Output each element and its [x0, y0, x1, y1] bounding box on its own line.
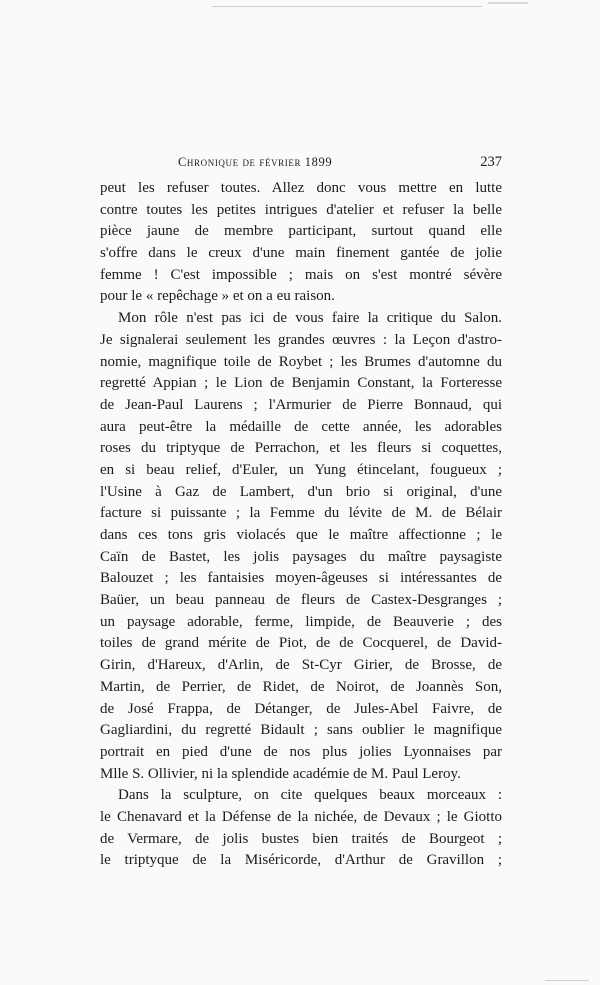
page-edge-mark [545, 980, 589, 981]
text-line: regretté Appian ; le Lion de Benjamin Constant, la Forteresse [100, 375, 502, 392]
text-line: un paysage adorable, ferme, limpide, de Beauverie ; des [100, 613, 502, 630]
text-line: femme ! C'est impossible ; mais on s'est montré sévère [100, 266, 502, 283]
running-head-title: Chronique de février 1899 [178, 155, 333, 169]
text-line: pièce jaune de membre participant, surtout quand elle [100, 223, 502, 240]
text-line: de José Frappa, de Détanger, de Jules-Abel Faivre, de [100, 700, 502, 717]
text-line: l'Usine à Gaz de Lambert, d'un brio si original, d'une [100, 483, 502, 500]
text-line: Caïn de Bastet, les jolis paysages du maître paysagiste [100, 548, 502, 565]
page-edge-mark [212, 6, 482, 7]
running-head [100, 155, 502, 177]
text-line: s'offre dans le creux d'une main finement gantée de jolie [100, 245, 502, 262]
text-line: dans ces tons gris violacés que le maître affectionne ; le [100, 527, 502, 543]
text-line: Gagliardini, du regretté Bidault ; sans oublier le magnifique [100, 722, 502, 739]
text-line: pour le « repêchage » et on a eu raison. [100, 288, 335, 305]
text-line: en si beau relief, d'Euler, un Yung étincelant, fougueux ; [100, 461, 502, 478]
body-text [100, 178, 502, 872]
text-line: roses du triptyque de Perrachon, et les fleurs si coquettes, [100, 440, 502, 457]
text-line: aura peut-être la médaille de cette année, les adorables [100, 418, 502, 435]
text-line: Baüer, un beau panneau de fleurs de Castex-Desgranges ; [100, 592, 502, 609]
text-line: toiles de grand mérite de Piot, de de Cocquerel, de David- [100, 635, 502, 652]
page-number: 237 [480, 154, 502, 170]
text-line: peut les refuser toutes. Allez donc vous mettre en lutte [100, 180, 502, 196]
text-line: Dans la sculpture, on cite quelques beaux morceaux : [118, 787, 502, 804]
text-line: le Chenavard et la Défense de la nichée, de Devaux ; le Giotto [100, 808, 502, 825]
text-line: de Vermare, de jolis bustes bien traités de Bourgeot ; [100, 830, 502, 847]
text-line: Girin, d'Hareux, d'Arlin, de St-Cyr Girier, de Brosse, de [100, 657, 502, 674]
text-line: le triptyque de la Miséricorde, d'Arthur de Gravillon ; [100, 852, 502, 869]
text-line: Je signalerai seulement les grandes œuvres : la Leçon d'astro- [100, 331, 502, 348]
text-line: Mon rôle n'est pas ici de vous faire la critique du Salon. [118, 310, 502, 327]
text-line: nomie, magnifique toile de Roybet ; les Brumes d'automne du [100, 353, 502, 370]
text-line: Mlle S. Ollivier, ni la splendide académie de M. Paul Leroy. [100, 765, 461, 782]
text-line: Balouzet ; les fantaisies moyen-âgeuses si intéressantes de [100, 570, 502, 587]
text-line: portrait en pied d'une de nos plus jolies Lyonnaises par [100, 743, 502, 760]
text-line: contre toutes les petites intrigues d'atelier et refuser la belle [100, 201, 502, 218]
text-line: Martin, de Perrier, de Ridet, de Noirot, de Joannès Son, [100, 678, 502, 695]
page-edge-mark [488, 2, 528, 4]
text-line: facture si puissante ; la Femme du lévite de M. de Bélair [100, 505, 502, 522]
text-line: de Jean-Paul Laurens ; l'Armurier de Pierre Bonnaud, qui [100, 396, 502, 413]
